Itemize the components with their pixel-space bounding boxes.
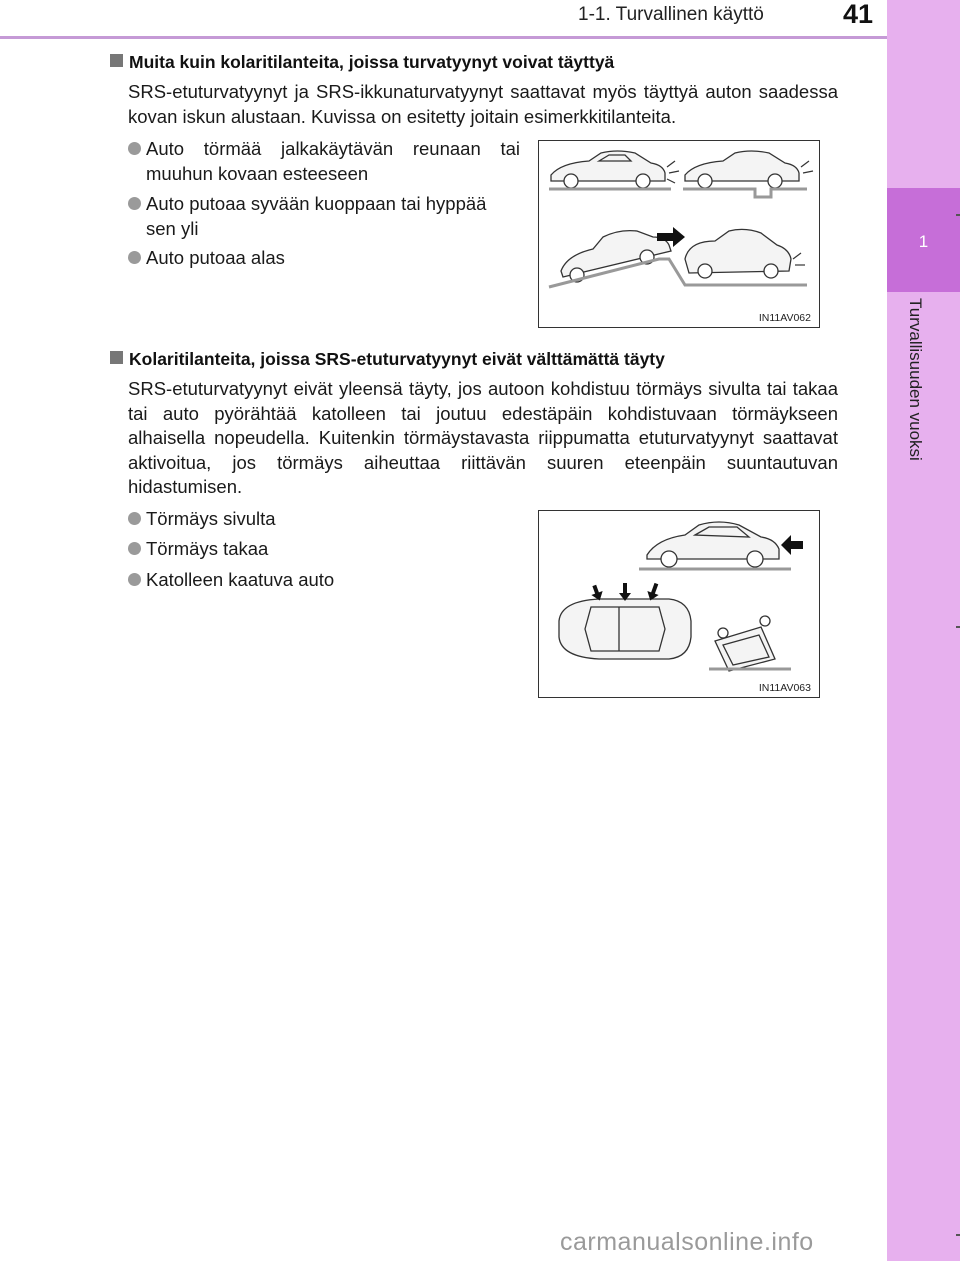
- illustration-ground-impact: [538, 140, 820, 328]
- section-heading-no-deploy: [110, 349, 665, 370]
- chapter-number: 1: [918, 232, 929, 251]
- circle-bullet-icon: [128, 197, 141, 210]
- list-item-text: Katolleen kaatuva auto: [146, 569, 335, 590]
- square-bullet-icon: [110, 54, 123, 67]
- list-item-text: Auto putoaa syvään kuoppaan tai hyppää sen yli: [146, 193, 487, 239]
- illustration-code: IN11AV062: [758, 312, 811, 324]
- list-item-text: Törmäys sivulta: [146, 508, 276, 529]
- list-item: [128, 537, 498, 562]
- tab-tick-mark: [956, 626, 960, 628]
- circle-bullet-icon: [128, 573, 141, 586]
- section1-body: SRS-etuturvatyynyt ja SRS-ikkunaturvatyynyt saattavat myös täyttyä auton saadessa kovan iskun alustaan. Kuvissa on esitetty joitain esimerkkitilanteita.: [128, 81, 838, 127]
- circle-bullet-icon: [128, 512, 141, 525]
- heading-text: Muita kuin kolaritilanteita, joissa turvatyynyt voivat täyttyä: [129, 52, 615, 72]
- list-item: [128, 137, 520, 186]
- heading-text: Kolaritilanteita, joissa SRS-etuturvatyynyt eivät välttämättä täyty: [129, 349, 665, 369]
- side-rear-rollover-cars-image: [539, 511, 819, 697]
- tab-tick-mark: [956, 214, 960, 216]
- section-heading-non-collision: [110, 52, 614, 73]
- list-item-text: Auto törmää jalkakäytävän reunaan tai muuhun kovaan esteeseen: [146, 138, 520, 184]
- list-item-text: Törmäys takaa: [146, 538, 269, 559]
- running-header: 1-1. Turvallinen käyttö: [578, 4, 764, 25]
- circle-bullet-icon: [128, 251, 141, 264]
- tab-tick-mark: [956, 1234, 960, 1236]
- chapter-label: Turvallisuuden vuoksi: [906, 298, 925, 461]
- square-bullet-icon: [110, 351, 123, 364]
- circle-bullet-icon: [128, 142, 141, 155]
- illustration-code: IN11AV063: [758, 682, 811, 694]
- header-divider: [0, 36, 887, 39]
- watermark: carmanualsonline.info: [560, 1228, 814, 1256]
- illustration-side-rear-rollover: [538, 510, 820, 698]
- list-item: [128, 507, 498, 532]
- ground-impact-cars-image: [539, 141, 819, 327]
- section2-body: SRS-etuturvatyynyt eivät yleensä täyty, jos autoon kohdistuu törmäys sivulta tai takaa tai auto pyörähtää katolleen tai joutuu edestäpäin kohdistuvaan törmäykseen alhaisella nopeudella. Kuitenkin törmäystavasta riippumatta etuturvatyynyt saattavat aktivoitua, jos törmäys aiheuttaa riittävän suuren eteenpäin suuntautuvan hidastumisen.: [128, 378, 838, 497]
- list-item-text: Auto putoaa alas: [146, 247, 285, 268]
- list-item: [128, 246, 520, 271]
- list-item: [128, 192, 520, 241]
- page-number: 41: [843, 0, 874, 29]
- list-item: [128, 568, 498, 593]
- circle-bullet-icon: [128, 542, 141, 555]
